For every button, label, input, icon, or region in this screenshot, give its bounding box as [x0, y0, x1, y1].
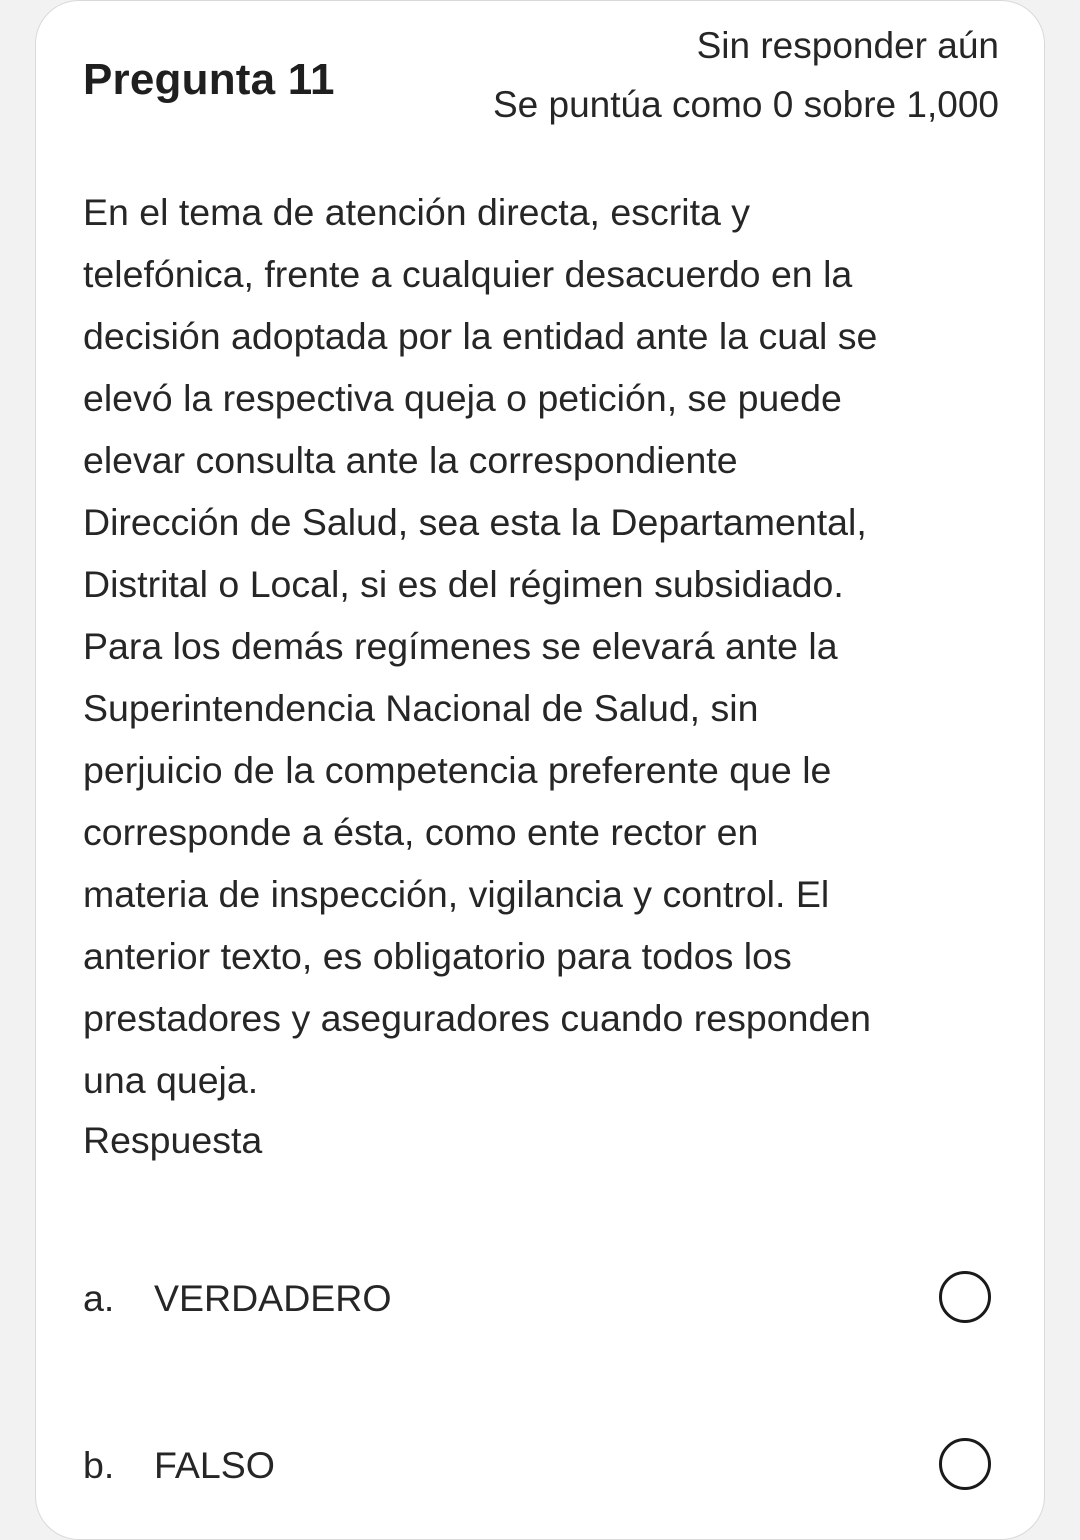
question-text	[83, 181, 1008, 1111]
question-text-line: Para los demás regímenes se elevará ante la	[83, 625, 838, 667]
question-status: Sin responder aún	[696, 25, 999, 66]
question-text-line: una queja.	[83, 1059, 259, 1101]
question-text-line: Dirección de Salud, sea esta la Departamental,	[83, 501, 867, 543]
question-text-line: Distrital o Local, si es del régimen subsidiado.	[83, 563, 844, 605]
question-text-line: decisión adoptada por la entidad ante la cual se	[83, 315, 878, 357]
option-letter: a.	[83, 1277, 115, 1319]
answer-label: Respuesta	[83, 1119, 263, 1161]
option-label[interactable]: VERDADERO	[154, 1277, 392, 1319]
option-letter: b.	[83, 1444, 115, 1486]
question-grade: Se puntúa como 0 sobre 1,000	[492, 84, 999, 125]
question-card	[35, 0, 1045, 1540]
question-text-line: perjuicio de la competencia preferente que le	[83, 749, 832, 791]
answer-option-verdadero[interactable]	[36, 1267, 1046, 1347]
option-label[interactable]: FALSO	[154, 1444, 275, 1486]
question-text-line: Superintendencia Nacional de Salud, sin	[83, 687, 759, 729]
question-text-line: En el tema de atención directa, escrita y	[83, 191, 751, 233]
question-title: Pregunta 11	[83, 55, 335, 104]
question-text-line: materia de inspección, vigilancia y control. El	[83, 873, 830, 915]
question-text-line: elevó la respectiva queja o petición, se puede	[83, 377, 842, 419]
question-text-line: prestadores y aseguradores cuando responden	[83, 997, 872, 1039]
question-text-line: elevar consulta ante la correspondiente	[83, 439, 738, 481]
answer-option-falso[interactable]	[36, 1434, 1046, 1514]
radio-button-verdadero[interactable]	[939, 1271, 991, 1323]
question-text-line: anterior texto, es obligatorio para todos los	[83, 935, 792, 977]
radio-button-falso[interactable]	[939, 1438, 991, 1490]
question-text-line: corresponde a ésta, como ente rector en	[83, 811, 759, 853]
question-text-line: telefónica, frente a cualquier desacuerdo en la	[83, 253, 853, 295]
question-header	[36, 1, 1046, 151]
